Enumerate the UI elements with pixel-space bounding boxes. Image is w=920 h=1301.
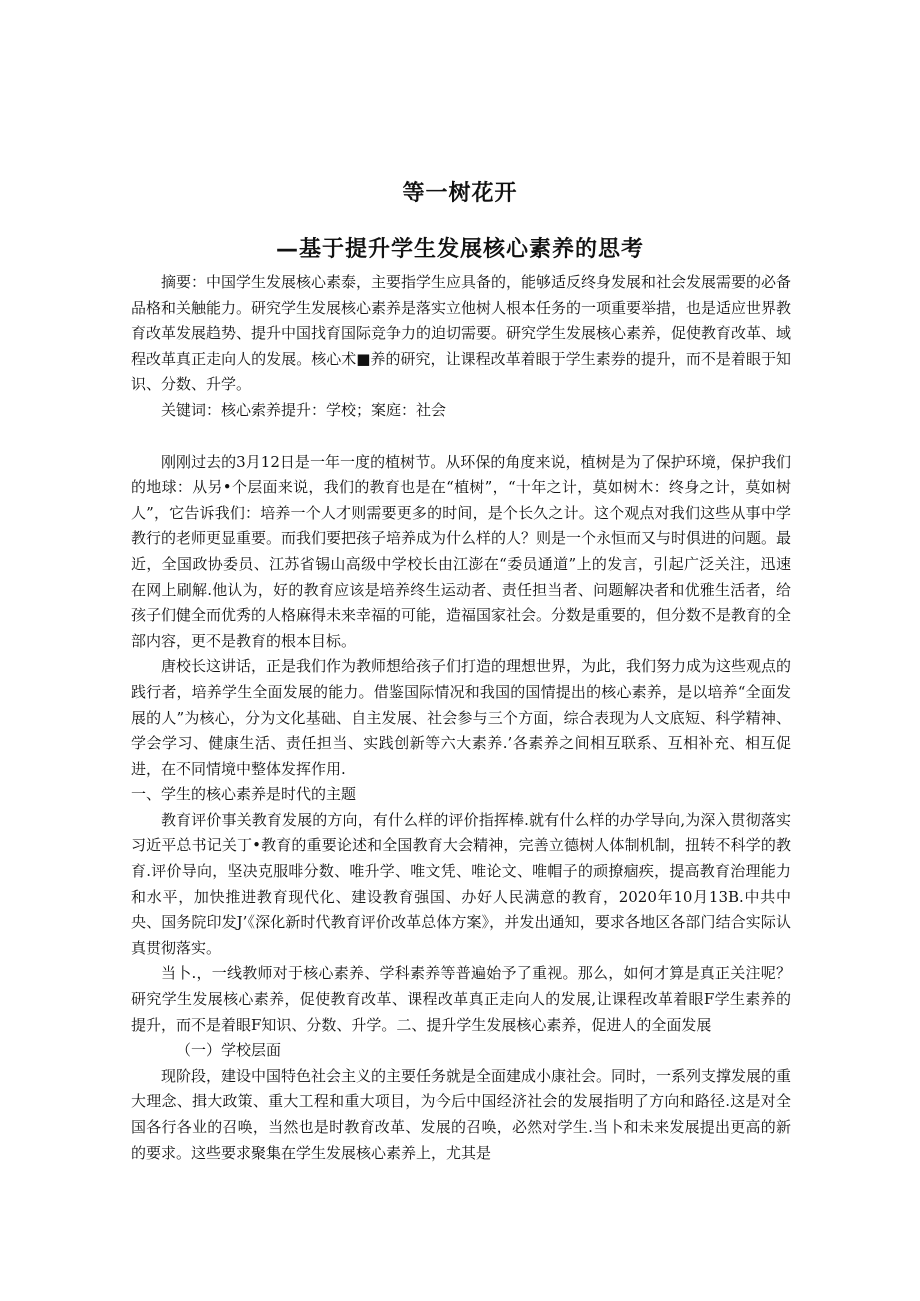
- document-subtitle: —基于提升学生发展核心素养的思考: [275, 237, 644, 262]
- document-title: 等一树花开: [402, 181, 518, 206]
- body-paragraph: 当卜.，一线教师对于核心素养、学科素养等普遍始予了重视。那么，如何才算是真正关注呢？研究学生发展核心素养，促使教育改革、课程改革真正走向人的发展,让课程改革着眼F学生素养的提升，而不是着眼F知识、分数、升学。二、提升学生发展核心素养，促进人的全面发展: [131, 964, 791, 1034]
- document-body: [131, 270, 791, 1166]
- keywords-line: 关键词：核心索养提升：学校；案庭：社会: [161, 400, 447, 419]
- body-paragraph: 现阶段，建设中国特色社会主义的主要任务就是全面建成小康社会。同时，一系列支撑发展的重大理念、揖大政策、重大工程和重大项目，为今后中国经济社会的发展指明了方向和路径.这是对全国各行各业的召唤，当然也是时教育改革、发展的召唤，必然对学生.当卜和未来发展提出更高的新的要求。这些要求聚集在学生发展核心素养上，尤其是: [131, 1066, 792, 1162]
- abstract-paragraph: 摘要：中国学生发展核心素泰，主要指学生应具备的，能够适反终身发展和社会发展需要的必备品格和关触能力。研究学生发展核心素养是落实立他树人根本任务的一项重要举措，也是适应世界教育改革发展趋势、提升中国找育国际竞争力的迫切需要。研究学生发展核心素养，促使教育改革、域程改革真正走向人的发展。核心术■养的研究，让课程改革着眼于学生素券的提升，而不是着眼于知识、分数、升学。: [131, 273, 792, 394]
- subsection-heading: （一）学校层面: [176, 1041, 282, 1060]
- blank-line: [131, 424, 791, 450]
- section-heading: 一、学生的核心素养是时代的主题: [131, 785, 357, 804]
- body-paragraph: 刚刚过去的3月12日是一年一度的植树节。从环保的角度来说，植树是为了保护环境，保护我们的地球：从另•个层面来说，我们的教育也是在“植树”，“十年之计，莫如树木：终身之计，莫如树人”，它告诉我们：培养一个人才则需要更多的时间，是个长久之计。这个观点对我们这些从事中学教行的老师更显重要。而我们要把孩子培养成为什么样的人？则是一个永恒而又与时俱进的问题。最近，全国政协委员、江苏省锡山高级中学校长由江澎在“委员通道”上的发言，引起广泛关注，迅速在网上刷解.他认为，好的教育应该是培养终生运动者、责任担当者、问题解决者和优雅生活者，给孩子们健全而优秀的人格麻得未来幸福的可能，造福国家社会。分数是重要的，但分数不是教育的全部内容，更不是教育的根本目标。: [131, 452, 792, 650]
- body-paragraph: 唐校长这讲话，正是我们作为教师想给孩子们打造的理想世界，为此，我们努力成为这些观点的践行者，培养学生全面发展的能力。借鉴国际情况和我国的国情提出的核心素养，是以培养“全面发展的人”为核心，分为文化基础、自主发展、社会参与三个方面，综合表现为人文底短、科学精神、学会学习、健康生活、责任担当、实践创新等六大素养.’各素养之间相互联系、互相补充、相互促进，在不同情境中整体发挥作用.: [131, 657, 792, 778]
- body-paragraph: 教育评价事关教育发展的方向，有什么样的评价指挥棒.就有什么样的办学导向,为深入贯彻落实习近平总书记关丁•教育的重要论述和全国教育大会精神，完善立德树人体制机制，扭转不科学的教育.评价导向，坚决克服啡分数、唯升学、唯文凭、唯论文、唯帽子的顽撩痼疾，提高教育治理能力和水平，加快推进教育现代化、建设教育强国、办好人民满意的教育，2020年10月13B.中共中央、国务院印发J’《深化新时代教育评价改革总体方案》，并发出通知，要求各地区各部门结合实际认真贯彻落实。: [131, 810, 791, 957]
